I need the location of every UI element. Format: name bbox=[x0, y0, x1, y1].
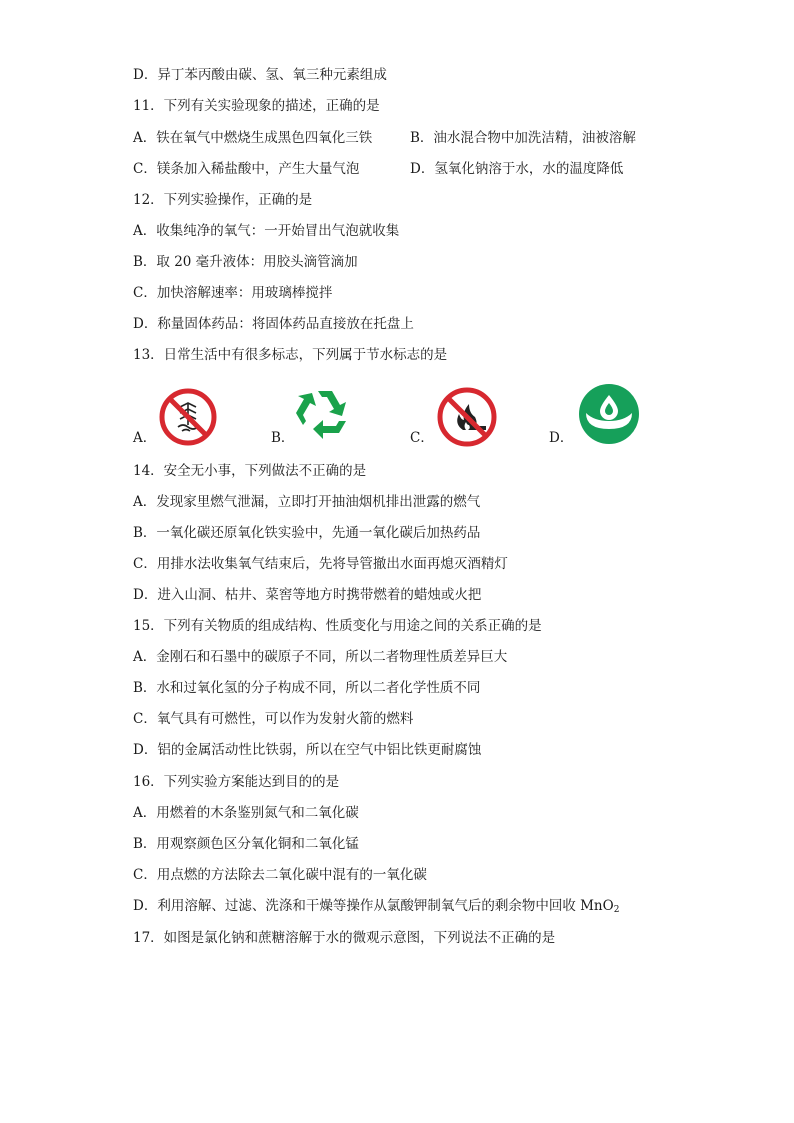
q14-option-b: B．一氧化碳还原氧化铁实验中，先通一氧化碳后加热药品 bbox=[133, 525, 481, 541]
q12-option-d: D．称量固体药品：将固体药品直接放在托盘上 bbox=[133, 316, 414, 332]
q14-option-a: A．发现家里燃气泄漏，立即打开抽油烟机排出泄露的燃气 bbox=[133, 494, 481, 510]
no-fire-icon bbox=[436, 386, 498, 448]
q11-option-d: D．氢氧化钠溶于水，水的温度降低 bbox=[410, 161, 624, 177]
q15-option-d: D．铝的金属活动性比铁弱，所以在空气中铝比铁更耐腐蚀 bbox=[133, 742, 482, 758]
q11-option-a: A．铁在氧气中燃烧生成黑色四氧化三铁 bbox=[133, 130, 373, 146]
q14-option-d: D．进入山洞、枯井、菜窖等地方时携带燃着的蜡烛或火把 bbox=[133, 587, 482, 603]
q12-option-b: B．取 20 毫升液体：用胶头滴管滴加 bbox=[133, 254, 358, 270]
question-14: 14．安全无小事，下列做法不正确的是 bbox=[133, 463, 367, 479]
q15-option-b: B．水和过氧化氢的分子构成不同，所以二者化学性质不同 bbox=[133, 680, 481, 696]
q13-option-d-label: D． bbox=[549, 430, 574, 446]
question-16: 16．下列实验方案能达到目的的是 bbox=[133, 774, 340, 790]
q15-option-c: C．氧气具有可燃性，可以作为发射火箭的燃料 bbox=[133, 711, 414, 727]
q16-option-d bbox=[133, 897, 619, 919]
q12-option-a: A．收集纯净的氧气：一开始冒出气泡就收集 bbox=[133, 223, 400, 239]
q11-option-b: B．油水混合物中加洗洁精，油被溶解 bbox=[410, 130, 636, 146]
question-11: 11．下列有关实验现象的描述，正确的是 bbox=[133, 98, 380, 114]
q13-option-a-label: A． bbox=[133, 430, 157, 446]
q13-option-c-label: C． bbox=[410, 430, 434, 446]
question-12: 12．下列实验操作，正确的是 bbox=[133, 192, 313, 208]
q16-option-c: C．用点燃的方法除去二氧化碳中混有的一氧化碳 bbox=[133, 867, 427, 883]
q12-option-c: C．加快溶解速率：用玻璃棒搅拌 bbox=[133, 285, 333, 301]
q16-option-d-subscript: 2 bbox=[613, 905, 620, 915]
question-15: 15．下列有关物质的组成结构、性质变化与用途之间的关系正确的是 bbox=[133, 618, 542, 634]
q16-option-a: A．用燃着的木条鉴别氮气和二氧化碳 bbox=[133, 805, 359, 821]
q13-option-b-label: B． bbox=[271, 430, 295, 446]
no-smoking-icon bbox=[158, 387, 218, 447]
q11-option-c: C．镁条加入稀盐酸中，产生大量气泡 bbox=[133, 161, 360, 177]
q15-option-a: A．金刚石和石墨中的碳原子不同，所以二者物理性质差异巨大 bbox=[133, 649, 508, 665]
question-17: 17．如图是氯化钠和蔗糖溶解于水的微观示意图，下列说法不正确的是 bbox=[133, 930, 556, 946]
q10-option-d: D．异丁苯丙酸由碳、氢、氧三种元素组成 bbox=[133, 67, 387, 83]
q16-option-d-text: D．利用溶解、过滤、洗涤和干燥等操作从氯酸钾制氧气后的剩余物中回收 MnO bbox=[133, 898, 614, 914]
q16-option-b: B．用观察颜色区分氧化铜和二氧化锰 bbox=[133, 836, 359, 852]
q14-option-c: C．用排水法收集氧气结束后，先将导管撤出水面再熄灭酒精灯 bbox=[133, 556, 508, 572]
recycle-icon bbox=[294, 385, 356, 445]
water-saving-icon bbox=[578, 383, 640, 445]
question-13: 13．日常生活中有很多标志，下列属于节水标志的是 bbox=[133, 347, 448, 363]
